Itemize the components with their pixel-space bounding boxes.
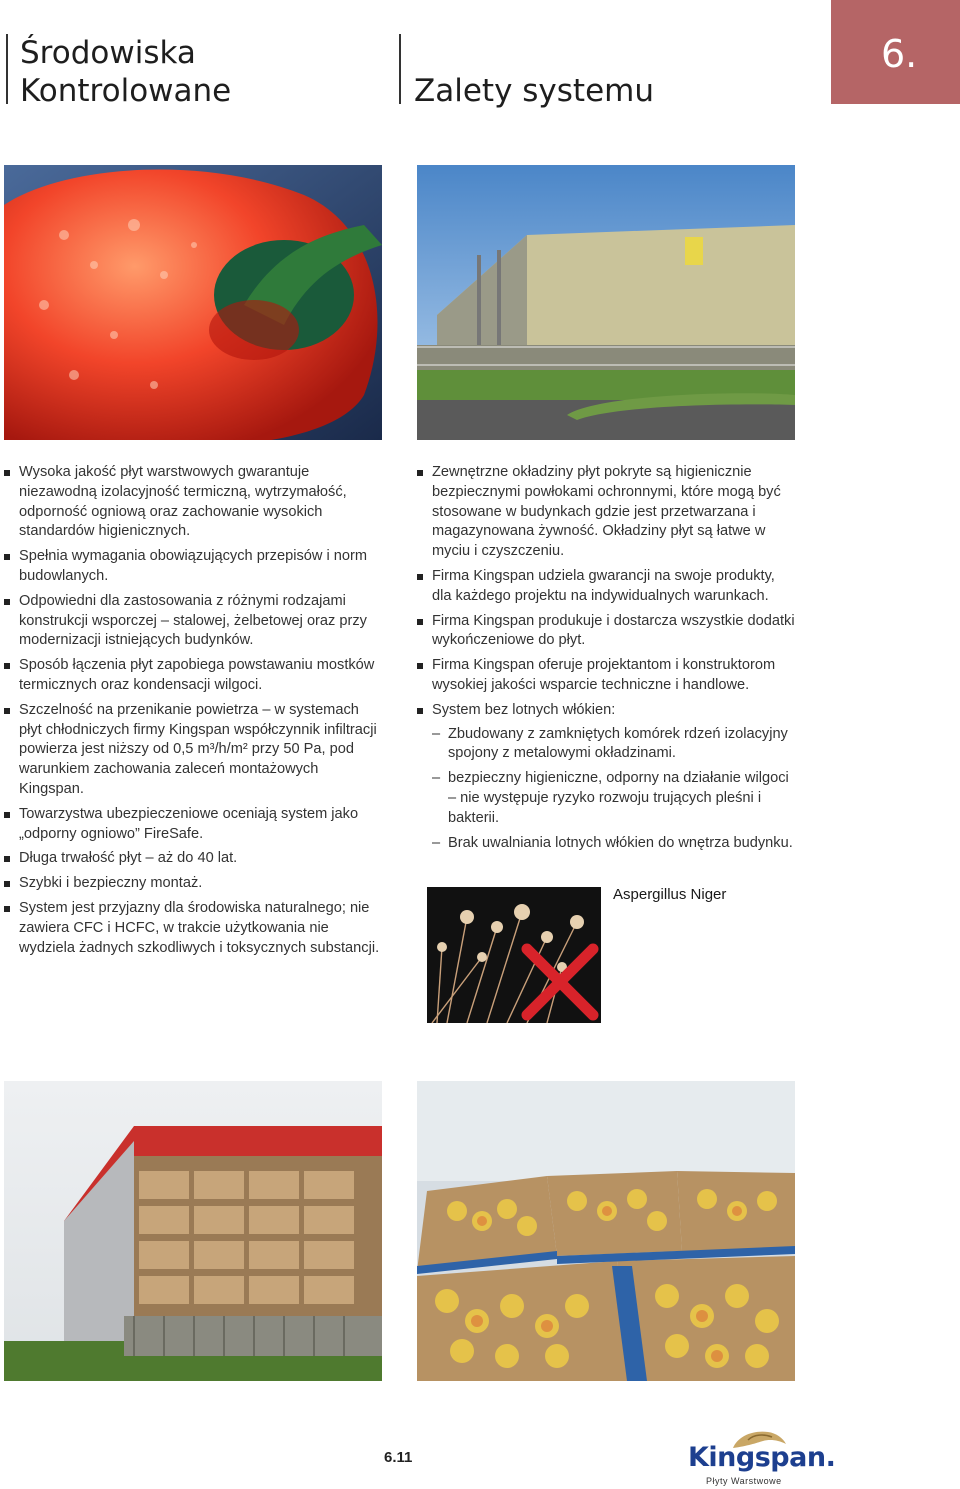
page-number: 6.11 [384,1449,413,1466]
list-item: Firma Kingspan oferuje projektantom i konstruktorom wysokiej jakości wsparcie techniczne i handlowe. [417,656,797,696]
section-title-line2: Kontrolowane [20,73,232,109]
left-benefits-list [4,463,382,963]
list-item: System jest przyjazny dla środowiska naturalnego; nie zawiera CFC i HCFC, w trakcie użytkowania nie wydziela żadnych szkodliwych i toksycznych substancji. [4,899,382,958]
list-item: Spełnia wymagania obowiązujących przepisów i norm budowlanych. [4,547,382,587]
sublist-item: – bezpieczny higieniczne, odporny na działanie wilgoci – nie występuje ryzyko rozwoju trujących pleśni i bakterii. [432,769,797,828]
fruit-boxes-photo [417,1081,795,1381]
list-item-fibres [417,701,797,854]
list-item: Sposób łączenia płyt zapobiega powstawaniu mostków termicznych oraz kondensacji wilgoci. [4,656,382,696]
list-item: Zewnętrzne okładziny płyt pokryte są higienicznie bezpiecznymi powłokami ochronnymi, które mogą być stosowane w budynkach gdzie jest przetwarzana i magazynowana żywność. Okładziny płyt są łatwe w myciu i czyszczeniu. [417,463,797,562]
right-benefits-list [417,463,797,858]
mould-caption: Aspergillus Niger [613,886,727,903]
list-item: Wysoka jakość płyt warstwowych gwarantuje niezawodną izolacyjność termiczną, wytrzymałość, odporność ogniową oraz zachowanie wysokich standardów higienicznych. [4,463,382,542]
pepper-photo [4,165,382,440]
logo-subtitle: Płyty Warstwowe [706,1476,782,1486]
section-title-line1: Środowiska [20,35,196,71]
building-photo [417,165,795,440]
crates-shed-photo [4,1081,382,1381]
page-title: Zalety systemu [414,73,654,109]
list-item: Firma Kingspan udziela gwarancji na swoje produkty, dla każdego projektu na indywidualnych warunkach. [417,567,797,607]
list-item: Towarzystwa ubezpieczeniowe oceniają system jako „odporny ogniowo” FireSafe. [4,805,382,845]
fibres-sublist [432,725,797,854]
chapter-tab [831,0,960,104]
list-item: Szczelność na przenikanie powietrza – w systemach płyt chłodniczych firmy Kingspan współczynnik infiltracji powierza jest niższy od 0,5 m³/h/m² przy 50 Pa, pod warunkiem zachowania zaleceń montażowych Kingspan. [4,701,382,800]
sublist-item: – Brak uwalniania lotnych włókien do wnętrza budynku. [432,834,797,854]
list-item-label: System bez lotnych włókien: [432,701,616,718]
logo-wordmark: Kingspan. [688,1442,836,1473]
header-divider-left [6,34,8,104]
kingspan-logo [688,1428,836,1488]
mould-photo [427,887,601,1023]
list-item: Odpowiedni dla zastosowania z różnymi rodzajami konstrukcji wsporczej – stalowej, żelbetowej oraz przy modernizacji istniejących budynków. [4,592,382,651]
list-item: Szybki i bezpieczny montaż. [4,874,382,894]
sublist-item: – Zbudowany z zamkniętych komórek rdzeń izolacyjny spojony z metalowymi okładzinami. [432,725,797,765]
list-item: Firma Kingspan produkuje i dostarcza wszystkie dodatki wykończeniowe do płyt. [417,612,797,652]
list-item: Długa trwałość płyt – aż do 40 lat. [4,849,382,869]
header-divider-right [399,34,401,104]
chapter-number: 6. [881,32,918,76]
